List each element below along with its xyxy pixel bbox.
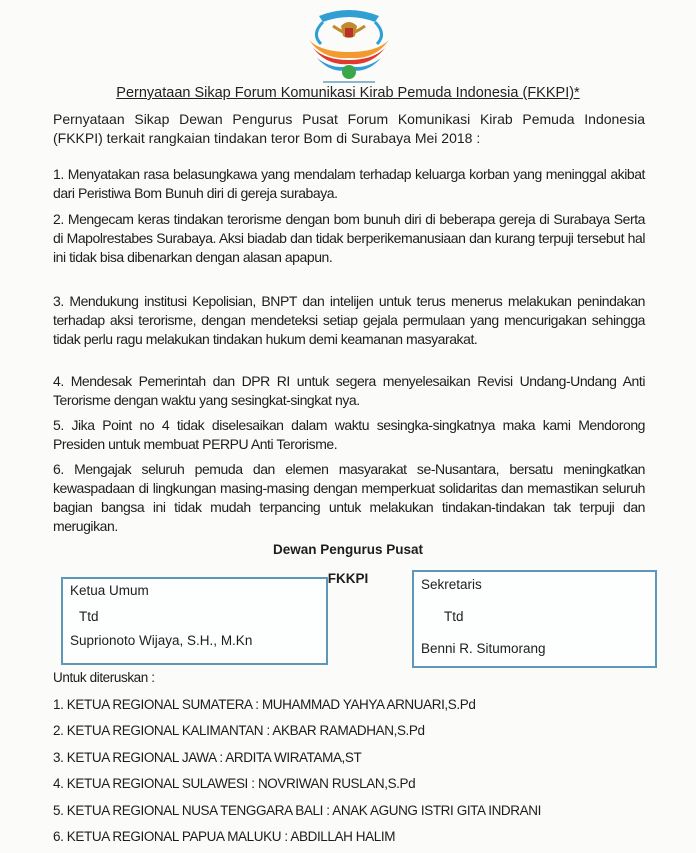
signature-role: Ketua Umum	[70, 583, 149, 598]
fkkpi-logo	[303, 4, 395, 84]
point-3: 3. Mendukung institusi Kepolisian, BNPT dan intelijen untuk terus menerus melakukan penindakan terhadap aksi terorisme, dengan mendeteksi setiap gejala permulaan yang mencurigakan sehingga tidak perlu ragu melakukan tindakan hukum demi keamanan masyarakat.	[53, 293, 645, 347]
signature-name: Suprionoto Wijaya, S.H., M.Kn	[70, 633, 253, 648]
org-abbrev: FKKPI	[327, 571, 369, 586]
signature-name: Benni R. Situmorang	[421, 641, 546, 656]
signature-box-ketua	[61, 577, 328, 665]
recipient-item: 3. KETUA REGIONAL JAWA : ARDITA WIRATAMA,ST	[53, 750, 362, 765]
garuda-icon	[333, 22, 365, 38]
document-title: Pernyataan Sikap Forum Komunikasi Kirab Pemuda Indonesia (FKKPI)*	[116, 85, 580, 101]
point-6: 6. Mengajak seluruh pemuda dan elemen masyarakat se-Nusantara, bersatu meningkatkan kewaspadaan di lingkungan masing-masing dengan memperkuat solidaritas dan memastikan seluruh bagian bangsa ini tidak mudah terpancing untuk melakukan tindakan-tindakan tak terpuji dan merugikan.	[53, 461, 645, 534]
logo-green-emblem	[342, 65, 356, 79]
signature-role: Sekretaris	[421, 577, 482, 592]
recipient-item: 6. KETUA REGIONAL PAPUA MALUKU : ABDILLAH HALIM	[53, 829, 396, 844]
recipient-item: 5. KETUA REGIONAL NUSA TENGGARA BALI : ANAK AGUNG ISTRI GITA INDRANI	[53, 803, 541, 818]
point-2: 2. Mengecam keras tindakan terorisme dengan bom bunuh diri di beberapa gereja di Surabaya Serta di Mapolrestabes Surabaya. Aksi biadab dan tidak berperikemanusiaan dan kurang terpuji tersebut hal ini tidak bisa dibenarkan dengan alasan apapun.	[53, 211, 645, 265]
intro-paragraph: Pernyataan Sikap Dewan Pengurus Pusat Forum Komunikasi Kirab Pemuda Indonesia (FKKPI) terkait rangkaian tindakan teror Bom di Surabaya Mei 2018 :	[53, 111, 645, 146]
logo-blue-banner	[319, 10, 379, 22]
logo-blue-arc	[316, 22, 323, 44]
signature-ttd: Ttd	[79, 609, 99, 624]
recipient-item: 4. KETUA REGIONAL SULAWESI : NOVRIWAN RUSLAN,S.Pd	[53, 776, 416, 791]
signature-box-sekretaris	[412, 570, 657, 668]
point-4: 4. Mendesak Pemerintah dan DPR RI untuk segera menyelesaikan Revisi Undang-Undang Anti Terorisme dengan waktu yang sesingkat-singkat nya.	[53, 373, 645, 408]
point-5: 5. Jika Point no 4 tidak diselesaikan dalam waktu sesingka-singkatnya maka kami Mendorong Presiden untuk membuat PERPU Anti Terorisme.	[53, 417, 645, 452]
point-1: 1. Menyatakan rasa belasungkawa yang mendalam terhadap keluarga korban yang meninggal akibat dari Peristiwa Bom Bunuh diri di gereja surabaya.	[53, 166, 645, 201]
org-name: Dewan Pengurus Pusat	[272, 542, 424, 557]
recipient-item: 1. KETUA REGIONAL SUMATERA : MUHAMMAD YAHYA ARNUARI,S.Pd	[53, 697, 476, 712]
signature-ttd: Ttd	[444, 609, 464, 624]
forward-label: Untuk diteruskan :	[53, 670, 155, 685]
recipient-item: 2. KETUA REGIONAL KALIMANTAN : AKBAR RAMADHAN,S.Pd	[53, 723, 425, 738]
